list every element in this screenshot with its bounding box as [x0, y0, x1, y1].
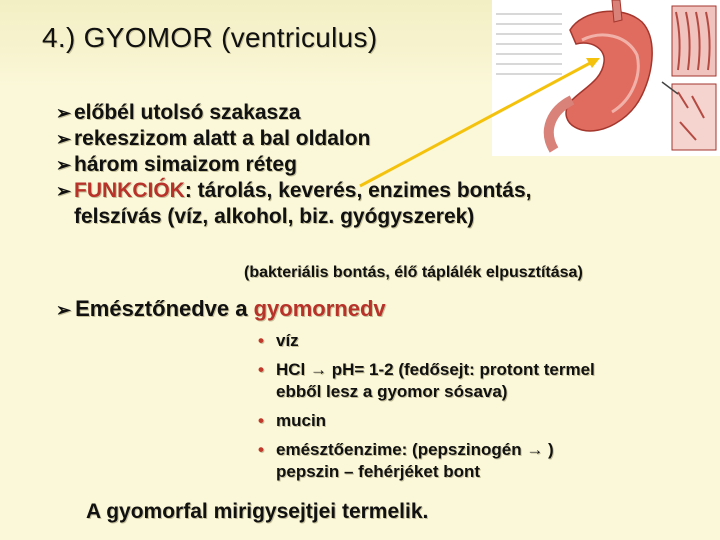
gastric-juice-highlight: gyomornedv [253, 296, 386, 321]
bullet-item: ➢ előbél utolsó szakasza [56, 101, 301, 124]
arrow-bullet-icon: ➢ [56, 181, 72, 201]
bullet-item-functions [56, 178, 676, 230]
list-item: • mucin [258, 411, 327, 430]
dot-bullet-icon: • [258, 411, 264, 430]
arrow-bullet-icon: ➢ [56, 300, 72, 320]
arrow-bullet-icon: ➢ [56, 103, 72, 123]
dot-bullet-icon: • [258, 360, 264, 379]
arrow-bullet-icon: ➢ [56, 155, 72, 175]
arrow-bullet-icon: ➢ [56, 129, 72, 149]
functions-continuation: felszívás (víz, alkohol, biz. gyógyszerek) [74, 205, 475, 228]
gastric-juice-list [256, 330, 676, 490]
digestive-juice-heading: ➢ Emésztőnedve a gyomornedv [56, 296, 386, 321]
list-item: • HCl → pH= 1-2 (fedősejt: protont termel ebből lesz a gyomor sósava) [258, 360, 595, 401]
functions-label: FUNKCIÓK [74, 179, 185, 202]
list-item: • víz [258, 331, 299, 350]
functions-text: : tárolás, keverés, enzimes bontás, [184, 179, 532, 202]
bullet-item: ➢ rekeszizom alatt a bal oldalon [56, 127, 371, 150]
list-item: • emésztőenzime: (pepszinogén → ) pepszin – fehérjéket bont [258, 440, 554, 481]
bullet-item: ➢ három simaizom réteg [56, 153, 297, 176]
footer-statement: A gyomorfal mirigysejtjei termelik. [86, 500, 429, 523]
main-bullets [56, 100, 676, 230]
dot-bullet-icon: • [258, 440, 264, 459]
page-title: 4.) GYOMOR (ventriculus) [42, 22, 378, 53]
bacteria-note: (bakteriális bontás, élő táplálék elpusztítása) [244, 264, 583, 281]
dot-bullet-icon: • [258, 331, 264, 350]
